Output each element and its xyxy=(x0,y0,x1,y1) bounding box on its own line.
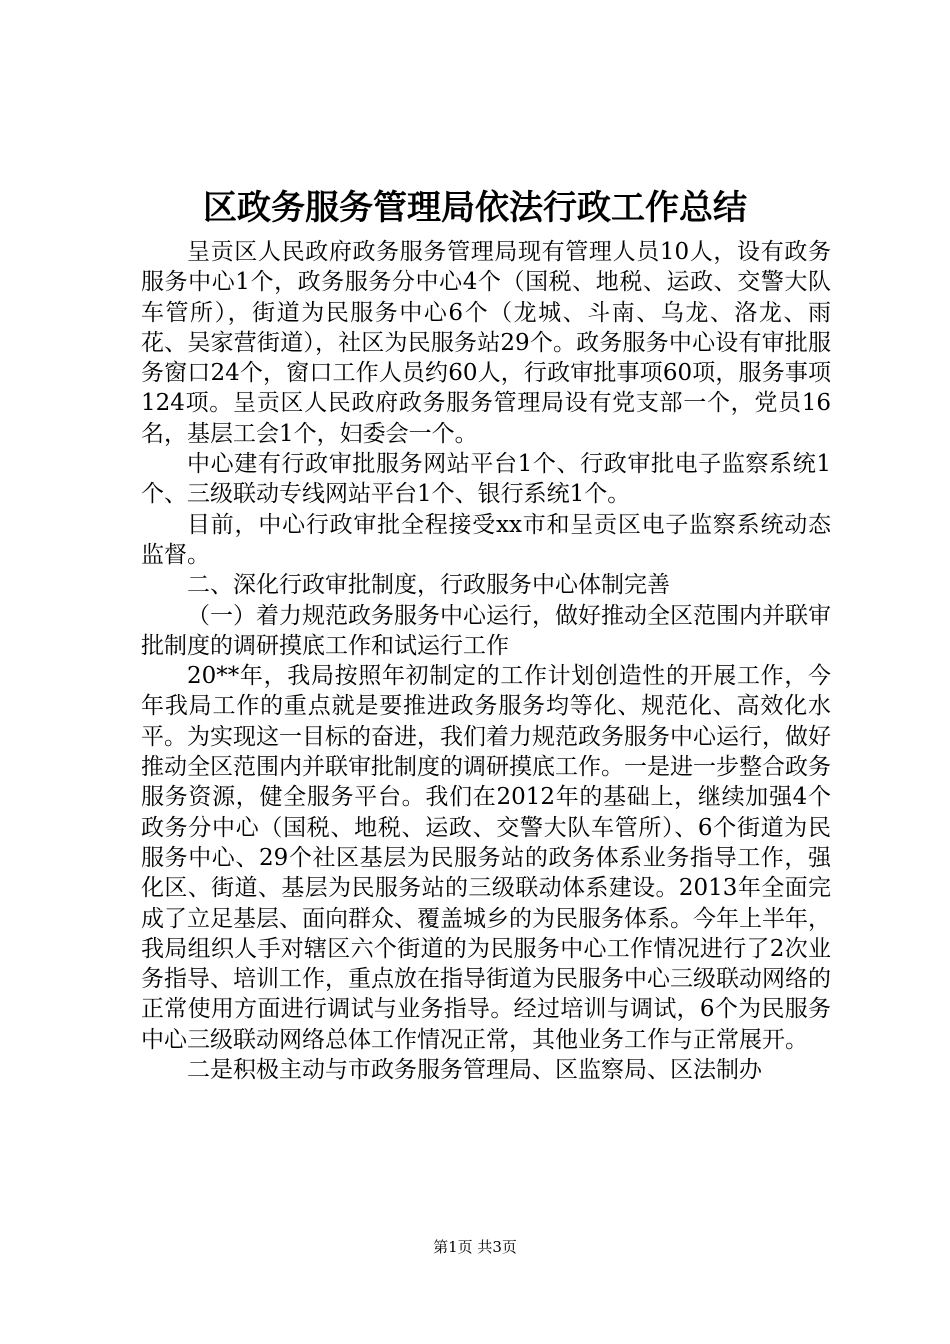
section-heading: 二、深化行政审批制度，行政服务中心体制完善 xyxy=(187,572,670,599)
paragraph-overview: 呈贡区人民政府政务服务管理局现有管理人员10人，设有政务服务中心1个，政务服务分中心4个（国税、地税、运政、交警大队车管所），街道为民服务中心6个（龙城、斗南、乌龙、洛龙、雨花、吴家营街道），社区为民服务站29个。政务服务中心设有审批服务窗口24个，窗口工作人员约60人，行政审批事项60项，服务事项124项。呈贡区人民政府政务服务管理局设有党支部一个，党员16名，基层工会1个，妇委会一个。 xyxy=(141,239,831,447)
paragraph-work-summary: 20**年，我局按照年初制定的工作计划创造性的开展工作，今年我局工作的重点就是要推进政务服务均等化、规范化、高效化水平。为实现这一目标的奋进，我们着力规范政务服务中心运行，做好推动全区范围内并联审批制度的调研摸底工作。一是进一步整合政务服务资源，健全服务平台。我们在2012年的基础上，继续加强4个政务分中心（国税、地税、运政、交警大队车管所）、6个街道为民服务中心、29个社区基层为民服务站的政务体系业务指导工作，强化区、街道、基层为民服务站的三级联动体系建设。2013年全面完成了立足基层、面向群众、覆盖城乡的为民服务体系。今年上半年，我局组织人手对辖区六个街道的为民服务中心工作情况进行了2次业务指导、培训工作，重点放在指导街道为民服务中心三级联动网络的正常使用方面进行调试与业务指导。经过培训与调试，6个为民服务中心三级联动网络总体工作情况正常，其他业务工作与正常展开。 xyxy=(141,663,831,1053)
paragraph-supervision: 目前，中心行政审批全程接受xx市和呈贡区电子监察系统动态监督。 xyxy=(141,511,831,568)
paragraph-platforms: 中心建有行政审批服务网站平台1个、行政审批电子监察系统1个、三级联动专线网站平台1个、银行系统1个。 xyxy=(141,451,831,508)
document-body xyxy=(141,237,831,1085)
page-footer: 第1页 共3页 xyxy=(433,1238,517,1256)
subsection-heading: （一）着力规范政务服务中心运行，做好推动全区范围内并联审批制度的调研摸底工作和试运行工作 xyxy=(141,602,831,659)
paragraph-continued: 二是积极主动与市政务服务管理局、区监察局、区法制办 xyxy=(187,1057,762,1084)
document-title: 区政务服务管理局依法行政工作总结 xyxy=(203,188,747,228)
